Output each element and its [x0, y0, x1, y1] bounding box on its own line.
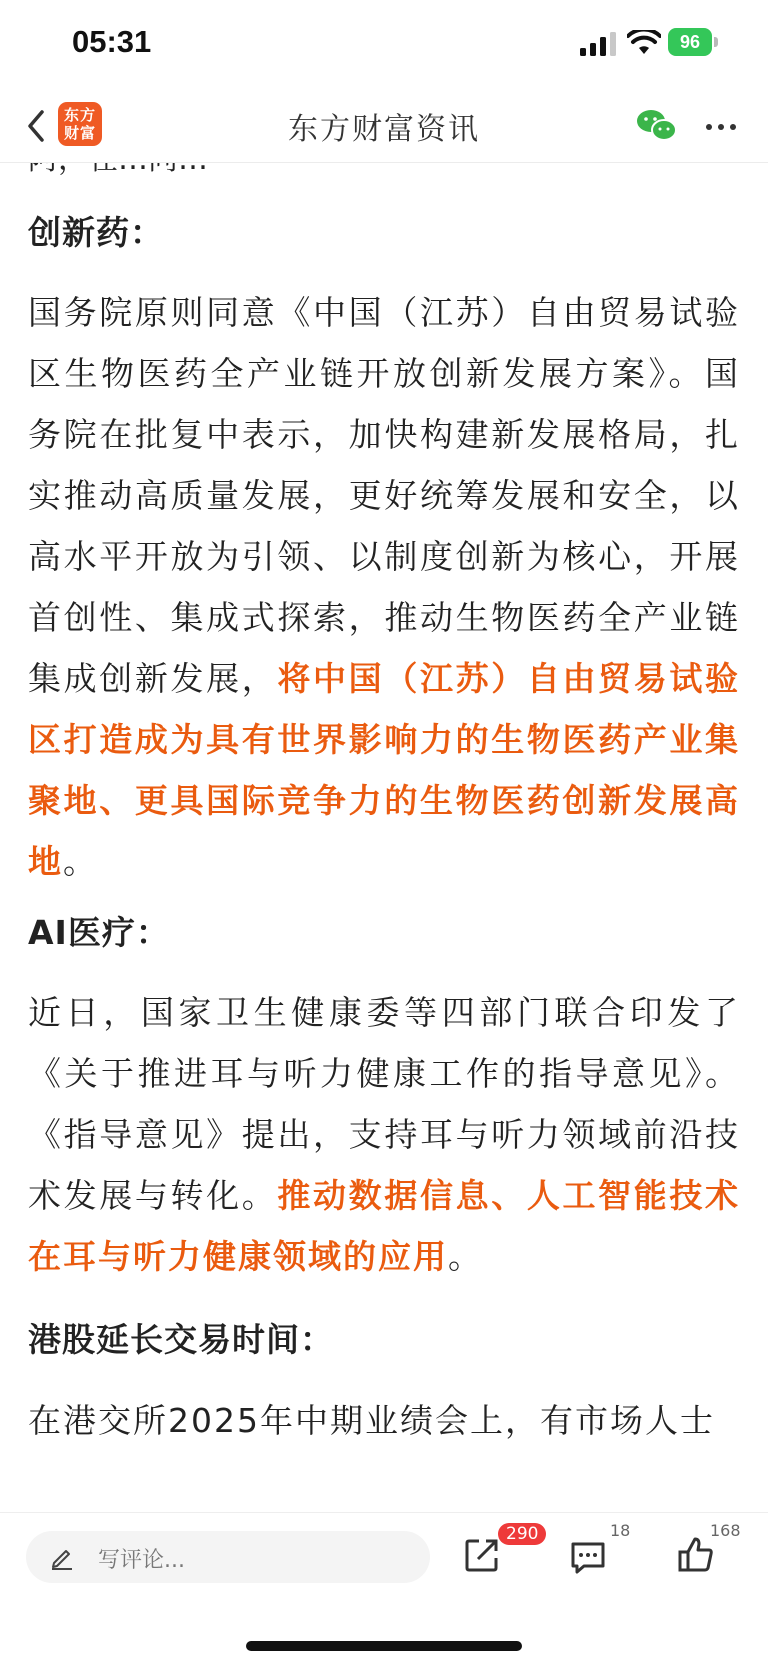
paragraph-text: 国务院原则同意《中国（江苏）自由贸易试验区生物医药全产业链开放创新发展方案》。国务院在批复中表示，加快构建新发展格局，扎实推动高质量发展，更好统筹发展和安全，以高水平开放为引领、以制度创新为核心，开展首创性、集成式探索，推动生物医药全产业链集成创新发展，: [28, 293, 740, 698]
comment-input[interactable]: [26, 1531, 430, 1583]
logo-text-line2: 财富: [63, 124, 96, 142]
section-paragraph-ai-medical: [28, 982, 740, 1287]
section-paragraph-innovative-drugs: [28, 282, 740, 892]
highlighted-text: 推动数据信息、人工智能技术在耳与听力健康领域的应用: [28, 1176, 740, 1276]
section-heading-ai-medical: AI医疗：: [28, 913, 170, 952]
battery-level: 96: [668, 28, 712, 56]
pen-icon: [48, 1543, 76, 1571]
page-title: 东方财富资讯: [288, 112, 480, 147]
highlighted-text: 将中国（江苏）自由贸易试验区打造成为具有世界影响力的生物医药产业集聚地、更具国际竞争力的生物医药创新发展高地: [28, 659, 740, 881]
bottom-action-bar: [0, 1512, 768, 1663]
paragraph-tail: 。: [448, 1237, 483, 1276]
comment-placeholder: 写评论...: [98, 1548, 185, 1573]
status-time: 05:31: [72, 24, 152, 59]
wechat-icon[interactable]: [636, 108, 678, 144]
section-heading-hk-trading-hours: 港股延长交易时间：: [28, 1320, 334, 1359]
article-body: [28, 0, 740, 1510]
comment-count: 18: [610, 1521, 631, 1540]
logo-text-line1: 东方: [63, 106, 96, 124]
more-icon[interactable]: [704, 112, 738, 142]
paragraph-text: 近日，国家卫生健康委等四部门联合印发了《关于推进耳与听力健康工作的指导意见》。《指导意见》提出，支持耳与听力领域前沿技术发展与转化。: [28, 993, 740, 1215]
paragraph-text: 在港交所2025年中期业绩会上，有市场人士: [28, 1401, 715, 1440]
comment-icon[interactable]: [568, 1537, 608, 1577]
share-count-badge: 290: [498, 1523, 546, 1545]
like-count: 168: [710, 1521, 741, 1540]
nav-bar: [0, 90, 768, 163]
like-icon[interactable]: [676, 1535, 716, 1575]
share-icon[interactable]: [462, 1535, 502, 1575]
paragraph-tail: 。: [63, 842, 98, 881]
section-paragraph-hk-trading-hours: [28, 1390, 740, 1451]
home-indicator[interactable]: [246, 1641, 522, 1651]
section-heading-innovative-drugs: 创新药：: [28, 213, 164, 252]
